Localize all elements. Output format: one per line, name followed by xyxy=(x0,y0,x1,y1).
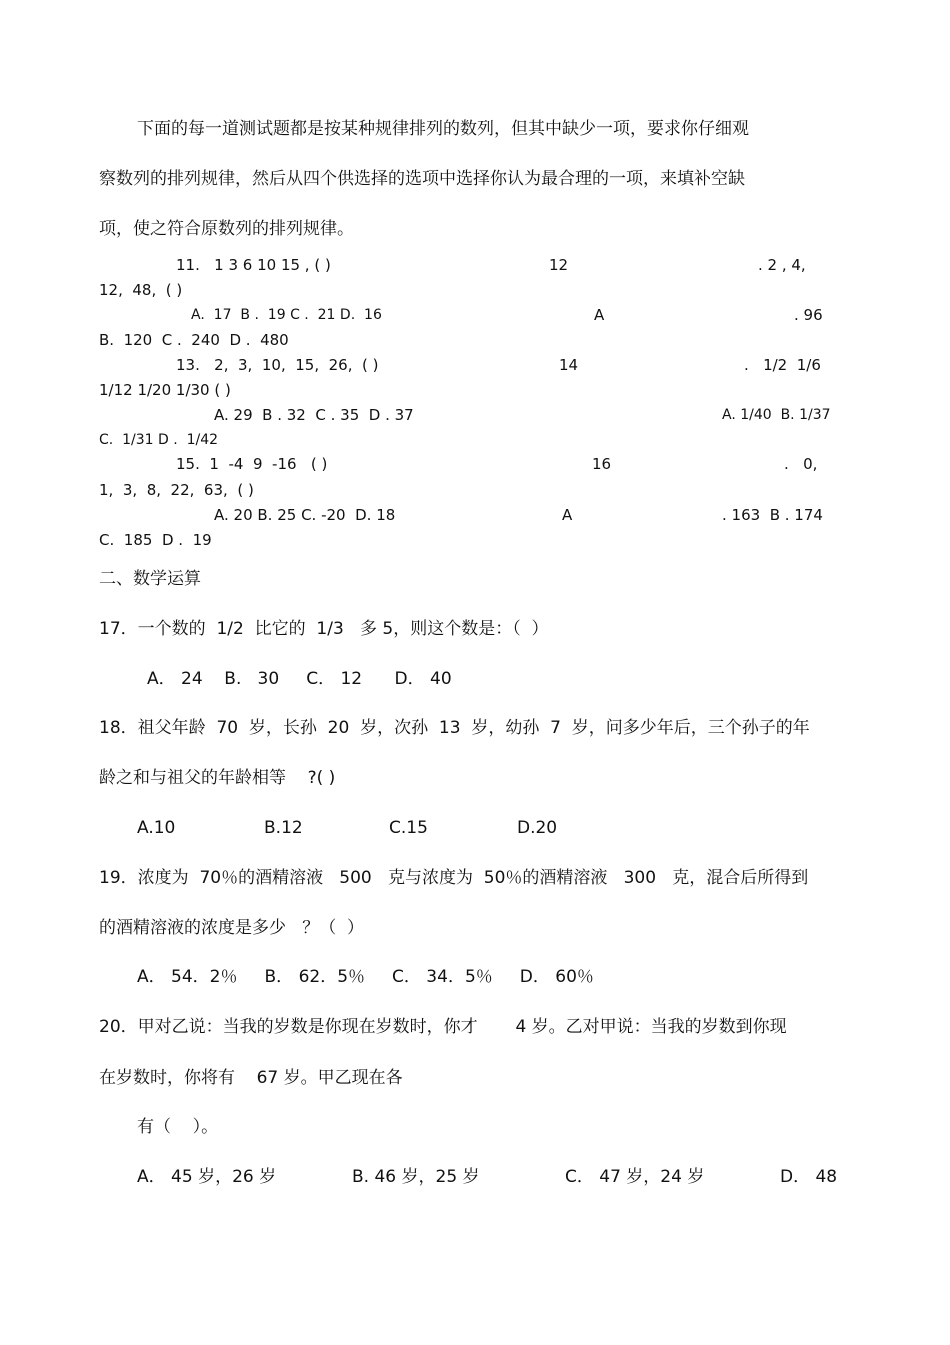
question-15: 15. 1 -4 9 -16 ( ) xyxy=(176,455,328,473)
question-16-continued: 1, 3, 8, 22, 63, ( ) xyxy=(99,481,254,499)
question-18-line-2: 龄之和与祖父的年龄相等 ?( ) xyxy=(99,768,336,788)
question-12-number: 12 xyxy=(549,256,569,274)
question-12-option-a-value: . 96 xyxy=(794,306,823,324)
question-14-options-a: A. 1/40 B. 1/37 xyxy=(722,407,831,423)
question-11-options: A. 17 B . 19 C . 21 D. 16 xyxy=(191,307,382,323)
intro-line-2: 察数列的排列规律，然后从四个供选择的选项中选择你认为最合理的一项，来填补空缺 xyxy=(99,169,745,189)
question-18-option-b: B.12 xyxy=(264,818,303,838)
question-14-continued: 1/12 1/20 1/30 ( ) xyxy=(99,381,231,399)
intro-line-3: 项，使之符合原数列的排列规律。 xyxy=(99,219,354,239)
question-16-options-b: C. 185 D . 19 xyxy=(99,531,212,549)
question-11: 11. 1 3 6 10 15 , ( ) xyxy=(176,256,331,274)
question-12-text: . 2 , 4, xyxy=(758,256,806,274)
question-19-line-1: 19．浓度为 70％的酒精溶液 500 克与浓度为 50％的酒精溶液 300 克，混合后所得到 xyxy=(99,868,809,888)
question-20-option-c: C． 47 岁，24 岁 xyxy=(565,1167,705,1187)
question-16-number: 16 xyxy=(592,455,612,473)
question-13-options: A. 29 B . 32 C . 35 D . 37 xyxy=(214,406,414,424)
question-17-options: A． 24 B. 30 C． 12 D． 40 xyxy=(147,669,452,689)
question-18-option-c: C.15 xyxy=(389,818,428,838)
question-16-text: . 0, xyxy=(784,455,818,473)
section-heading: 二、数学运算 xyxy=(99,569,201,589)
question-18-line-1: 18．祖父年龄 70 岁，长孙 20 岁，次孙 13 岁，幼孙 7 岁，问多少年后，三个孙子的年 xyxy=(99,718,810,738)
question-20-line-1: 20．甲对乙说：当我的岁数是你现在岁数时，你才 4 岁。乙对甲说：当我的岁数到你现 xyxy=(99,1017,787,1037)
question-16-option-a-label: A xyxy=(562,506,573,524)
question-18-option-d: D.20 xyxy=(517,818,558,838)
question-20-option-a: A． 45 岁，26 岁 xyxy=(137,1167,277,1187)
question-15-options: A. 20 B. 25 C. -20 D. 18 xyxy=(214,506,396,524)
question-19-options: A． 54．2％ B． 62．5％ C． 34．5％ D． 60％ xyxy=(137,967,594,987)
question-18-option-a: A.10 xyxy=(137,818,176,838)
question-20-option-d: D． 48 xyxy=(780,1167,838,1187)
question-20-option-b: B. 46 岁，25 岁 xyxy=(352,1167,480,1187)
question-12-options: B. 120 C . 240 D . 480 xyxy=(99,331,289,349)
question-14-options-b: C. 1/31 D . 1/42 xyxy=(99,432,219,448)
question-20-line-3: 有（ ）。 xyxy=(137,1117,219,1137)
question-19-line-2: 的酒精溶液的浓度是多少 ？（ ） xyxy=(99,918,365,938)
intro-line-1: 下面的每一道测试题都是按某种规律排列的数列，但其中缺少一项，要求你仔细观 xyxy=(137,119,749,139)
question-20-line-2: 在岁数时，你将有 67 岁。甲乙现在各 xyxy=(99,1068,403,1088)
question-12-option-a-label: A xyxy=(594,306,605,324)
question-14-number: 14 xyxy=(559,356,579,374)
question-14-text: . 1/2 1/6 xyxy=(744,356,821,374)
question-16-options-a: . 163 B . 174 xyxy=(722,506,823,524)
question-17: 17．一个数的 1/2 比它的 1/3 多 5，则这个数是：（ ） xyxy=(99,619,549,639)
question-13: 13. 2, 3, 10, 15, 26, ( ) xyxy=(176,356,379,374)
question-12-continued: 12, 48, ( ) xyxy=(99,281,183,299)
